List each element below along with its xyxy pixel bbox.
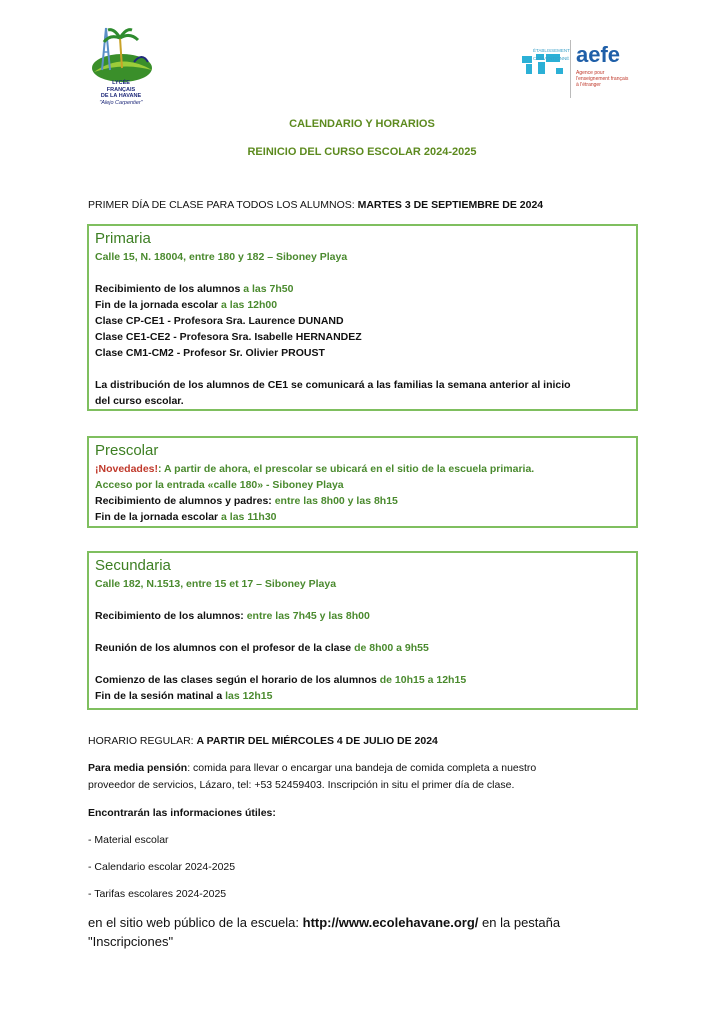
primaria-note-1: La distribución de los alumnos de CE1 se comunicará a las familias la semana anterior al inicio xyxy=(95,379,571,391)
primaria-end-label: Fin de la jornada escolar xyxy=(95,299,222,311)
aefe-small-1: ÉTABLISSEMENT xyxy=(533,48,570,53)
first-day-prefix: PRIMER DÍA DE CLASE PARA TODOS LOS ALUMNOS: xyxy=(88,199,358,211)
logo-line-3: DE LA HAVANE xyxy=(100,93,142,99)
logo-line-1: LYCÉE xyxy=(112,80,130,86)
primaria-address: Calle 15, N. 18004, entre 180 y 182 – Siboney Playa xyxy=(95,251,348,263)
prescolar-access: Acceso por la entrada «calle 180» - Siboney Playa xyxy=(95,479,344,491)
footer-prefix: en el sitio web público de la escuela: xyxy=(88,915,303,930)
useful-item-2: - Calendario escolar 2024-2025 xyxy=(88,861,236,873)
primaria-end xyxy=(95,297,630,313)
meals-label: Para media pensión xyxy=(88,762,188,774)
secundaria-meeting-label: Reunión de los alumnos con el profesor de la clase xyxy=(95,642,355,654)
primaria-class-2: Clase CE1-CE2 - Profesora Sra. Isabelle HERNANDEZ xyxy=(95,331,362,343)
secundaria-start-label: Comienzo de las clases según el horario de los alumnos xyxy=(95,674,380,686)
aefe-wordmark: aefe xyxy=(576,42,621,67)
secundaria-reception-time: entre las 7h45 y las 8h00 xyxy=(246,610,370,622)
secundaria-end xyxy=(95,688,630,704)
footer-suffix: en la pestaña xyxy=(478,915,561,930)
secundaria-meeting xyxy=(95,640,630,656)
aefe-logo xyxy=(516,40,646,100)
secundaria-reception xyxy=(95,608,630,624)
useful-title: Encontrarán las informaciones útiles: xyxy=(88,807,276,819)
website-link[interactable]: http://www.ecolehavane.org/ xyxy=(302,915,479,930)
useful-item-3: - Tarifas escolares 2024-2025 xyxy=(88,888,227,900)
primaria-reception-label: Recibimiento de los alumnos xyxy=(95,283,244,295)
first-day-line xyxy=(88,197,543,213)
school-logo xyxy=(82,22,160,114)
secundaria-end-time: las 12h15 xyxy=(225,690,273,702)
prescolar-news xyxy=(95,461,630,477)
meals-text-2: proveedor de servicios, Lázaro, tel: +53 52459403. Inscripción in situ el primer día de clase. xyxy=(88,779,515,791)
footer-line-2: "Inscripciones" xyxy=(88,934,174,949)
secundaria-reception-label: Recibimiento de los alumnos: xyxy=(95,610,247,622)
secundaria-section xyxy=(87,551,638,710)
primaria-class-3: Clase CM1-CM2 - Profesor Sr. Olivier PROUST xyxy=(95,347,325,359)
first-day-date: MARTES 3 DE SEPTIEMBRE DE 2024 xyxy=(357,199,544,211)
page-subtitle: REINICIO DEL CURSO ESCOLAR 2024-2025 xyxy=(247,146,477,158)
primaria-end-time: a las 12h00 xyxy=(221,299,278,311)
page-title: CALENDARIO Y HORARIOS xyxy=(289,118,435,130)
aefe-small-2: CONVENTIONNÉ xyxy=(533,56,570,61)
logo-divider xyxy=(570,40,571,98)
primaria-note-2: del curso escolar. xyxy=(95,395,184,407)
regular-prefix: HORARIO REGULAR: xyxy=(88,735,197,747)
prescolar-reception-time: entre las 8h00 y las 8h15 xyxy=(274,495,398,507)
aefe-tag-1: Agence pour xyxy=(576,70,605,76)
logo-line-2: FRANÇAIS xyxy=(106,86,136,93)
secundaria-meeting-time: de 8h00 a 9h55 xyxy=(354,642,429,654)
secundaria-title: Secundaria xyxy=(95,557,171,574)
secundaria-start-time: de 10h15 a 12h15 xyxy=(379,674,467,686)
prescolar-end-label: Fin de la jornada escolar xyxy=(95,511,222,523)
prescolar-section xyxy=(87,436,638,528)
footer-line-1 xyxy=(88,913,560,932)
primaria-title: Primaria xyxy=(95,230,151,247)
secundaria-end-label: Fin de la sesión matinal a xyxy=(95,690,226,702)
regular-schedule-line xyxy=(88,733,438,749)
meals-line-1 xyxy=(88,760,536,776)
aefe-tag-3: à l'étranger xyxy=(576,82,601,88)
regular-date: A PARTIR DEL MIÉRCOLES 4 DE JULIO DE 2024 xyxy=(196,735,438,747)
prescolar-end xyxy=(95,509,630,525)
logo-line-4: "Alejo Carpentier" xyxy=(99,99,143,106)
prescolar-reception-label: Recibimiento de alumnos y padres: xyxy=(95,495,275,507)
prescolar-news-label: ¡Novedades! xyxy=(95,463,159,475)
primaria-reception xyxy=(95,281,630,297)
primaria-section xyxy=(87,224,638,411)
meals-text-1: : comida para llevar o encargar una bandeja de comida completa a nuestro xyxy=(187,762,537,774)
prescolar-title: Prescolar xyxy=(95,442,159,459)
prescolar-end-time: a las 11h30 xyxy=(221,511,277,523)
primaria-reception-time: a las 7h50 xyxy=(243,283,294,295)
useful-item-1: - Material escolar xyxy=(88,834,169,846)
prescolar-reception xyxy=(95,493,630,509)
aefe-tag-2: l'enseignement français xyxy=(576,76,629,82)
secundaria-address: Calle 182, N.1513, entre 15 et 17 – Siboney Playa xyxy=(95,578,337,590)
primaria-class-1: Clase CP-CE1 - Profesora Sra. Laurence DUNAND xyxy=(95,315,344,327)
secundaria-start xyxy=(95,672,630,688)
prescolar-news-text: : A partir de ahora, el prescolar se ubicará en el sitio de la escuela primaria. xyxy=(158,463,535,475)
